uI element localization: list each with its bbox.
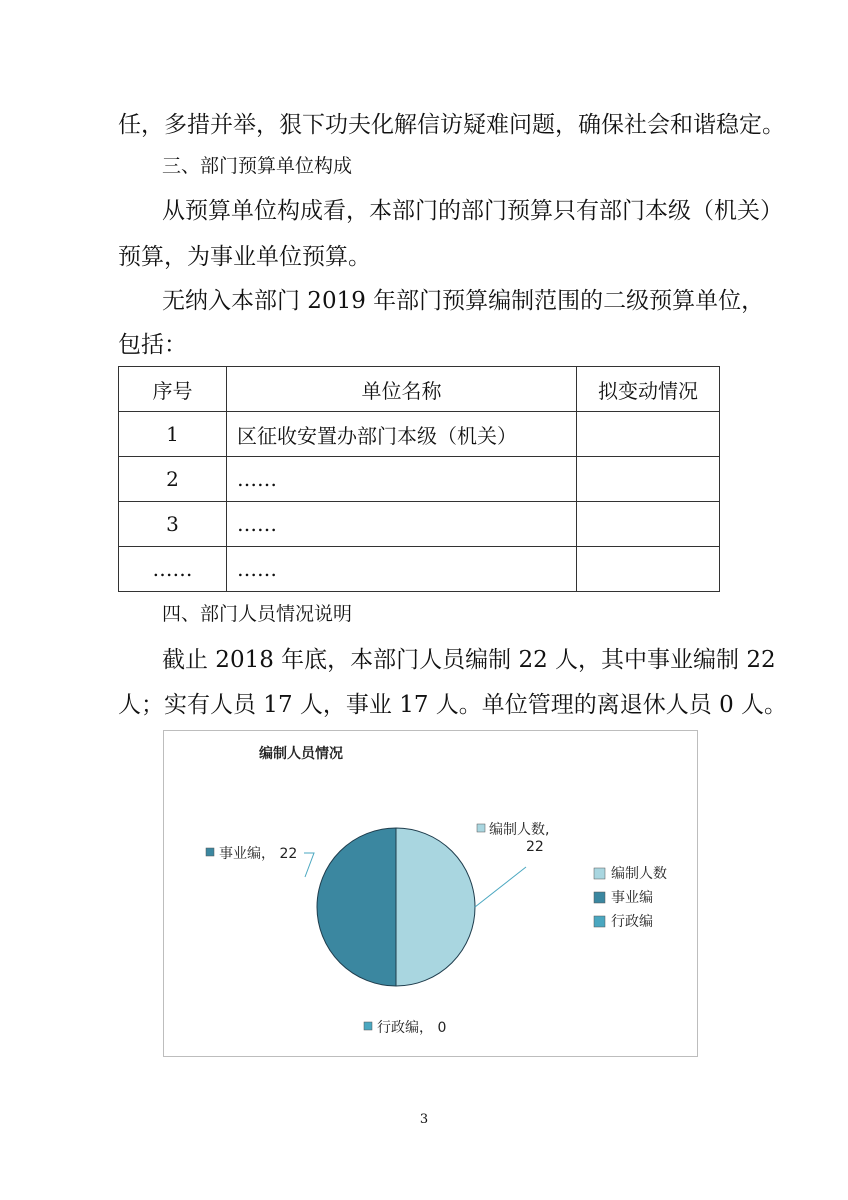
staffing-pie-chart (163, 730, 698, 1057)
legend-swatch-1 (594, 892, 605, 903)
table-cell: 区征收安置办部门本级（机关） (227, 412, 577, 457)
table-cell (577, 502, 720, 547)
legend-label-0: 编制人数 (611, 866, 667, 882)
table-cell: …… (227, 502, 577, 547)
table-header-cell: 单位名称 (227, 367, 577, 412)
table-cell: 3 (119, 502, 227, 547)
data-label-0: 编制人数, (489, 822, 550, 838)
table-row (119, 412, 720, 457)
data-label-swatch-1 (206, 848, 214, 856)
paragraph-2-line-2: 预算，为事业单位预算。 (118, 244, 371, 270)
table-cell: …… (119, 547, 227, 592)
paragraph-3-line-2: 包括： (118, 332, 187, 358)
legend-swatch-0 (594, 868, 605, 879)
table-cell (577, 457, 720, 502)
table-cell: 1 (119, 412, 227, 457)
table-header-row (119, 367, 720, 412)
budget-units-table (118, 366, 720, 592)
chart-title: 编制人员情况 (259, 746, 343, 762)
paragraph-2-line-1: 从预算单位构成看，本部门的部门预算只有部门本级（机关） (162, 198, 783, 224)
table-cell: 2 (119, 457, 227, 502)
data-label-swatch-0 (477, 824, 485, 832)
legend-swatch-2 (594, 916, 605, 927)
table-cell: …… (227, 547, 577, 592)
section-heading-3: 三、部门预算单位构成 (162, 155, 353, 177)
legend-label-2: 行政编 (611, 914, 653, 930)
data-label-1: 事业编， 22 (219, 846, 298, 862)
table-cell: …… (227, 457, 577, 502)
leader-line-1 (304, 853, 314, 877)
table-header-cell: 拟变动情况 (577, 367, 720, 412)
paragraph-3-line-1: 无纳入本部门 2019 年部门预算编制范围的二级预算单位， (162, 288, 765, 314)
section-heading-4: 四、部门人员情况说明 (162, 603, 353, 625)
paragraph-4-line-2: 人；实有人员 17 人，事业 17 人。单位管理的离退休人员 0 人。 (118, 692, 788, 718)
table-row (119, 547, 720, 592)
data-label-2: 行政编， 0 (377, 1020, 447, 1036)
table-row (119, 502, 720, 547)
leader-line-0 (475, 867, 526, 907)
pie-slice-0 (396, 828, 475, 986)
data-label-value-0: 22 (526, 839, 544, 855)
data-label-swatch-2 (364, 1022, 372, 1030)
table-header-cell: 序号 (119, 367, 227, 412)
table-row (119, 457, 720, 502)
pie-slice-1 (317, 828, 396, 986)
table-cell (577, 547, 720, 592)
page-number: 3 (419, 1112, 429, 1127)
pie-chart-svg (164, 731, 697, 1056)
paragraph-4-line-1: 截止 2018 年底，本部门人员编制 22 人，其中事业编制 22 (162, 647, 776, 673)
legend-label-1: 事业编 (611, 890, 653, 906)
paragraph-1: 任，多措并举，狠下功夫化解信访疑难问题，确保社会和谐稳定。 (118, 112, 785, 138)
table-cell (577, 412, 720, 457)
